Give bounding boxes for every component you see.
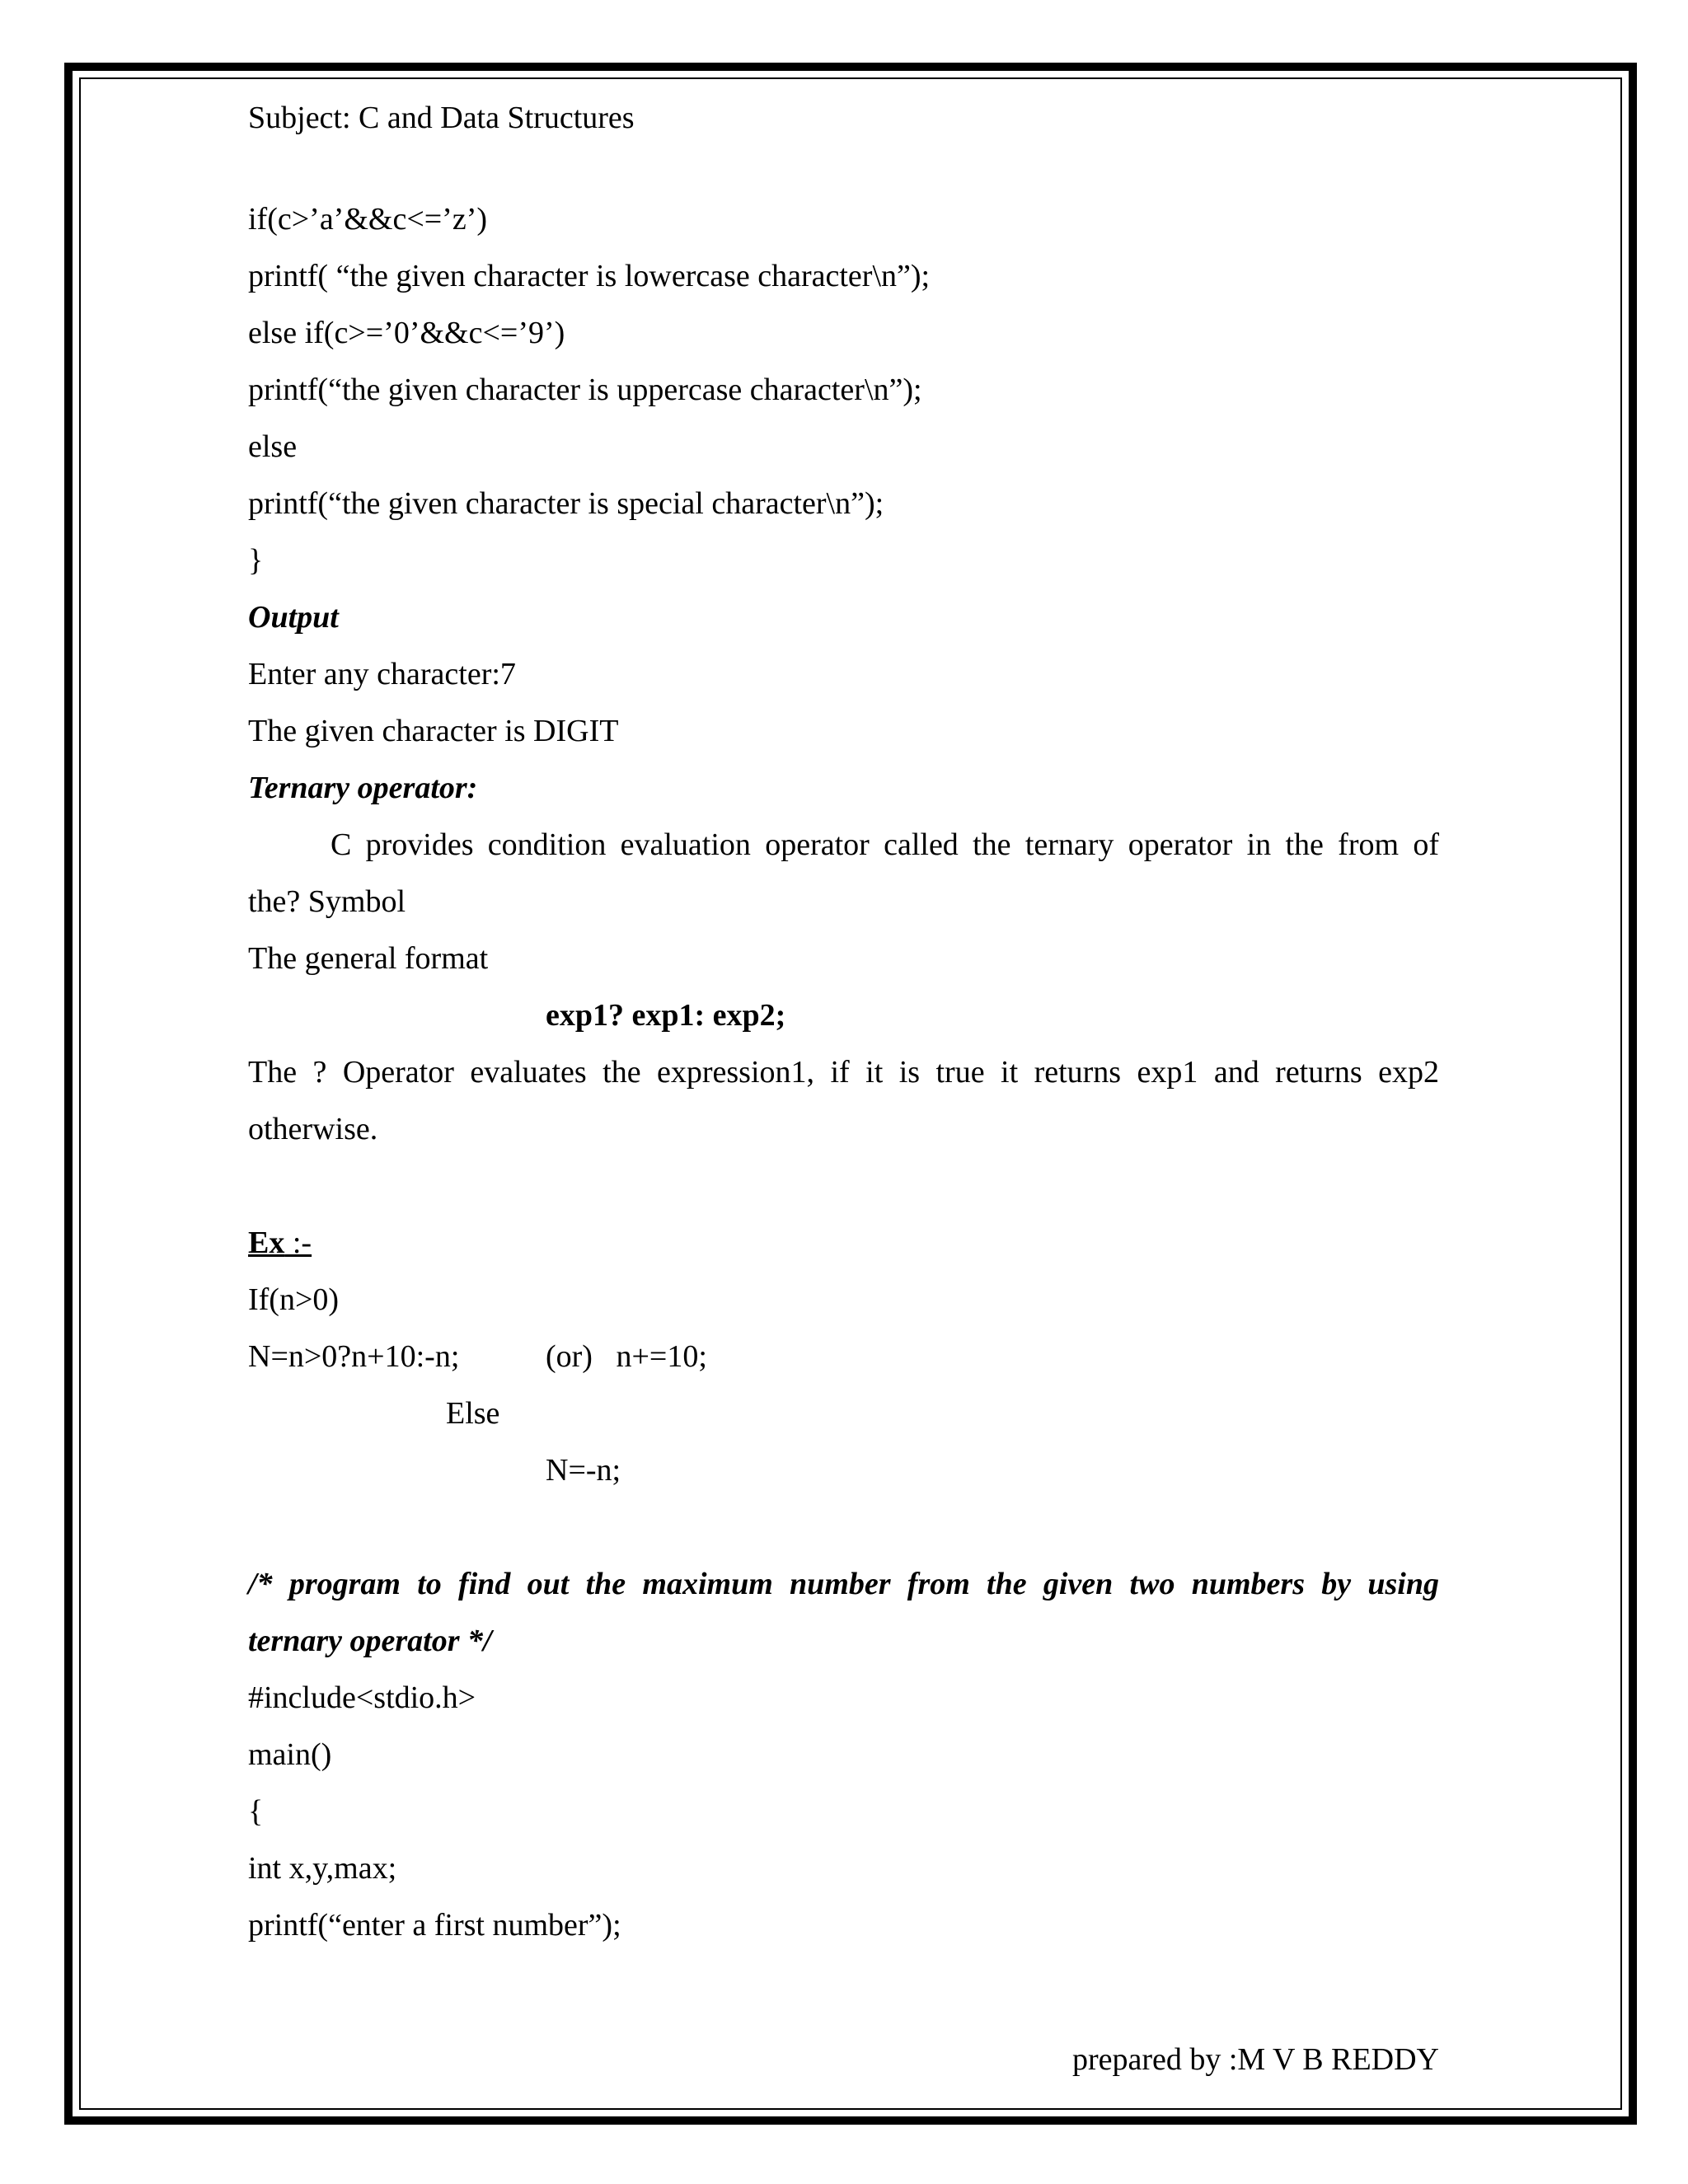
code-line: }	[248, 543, 264, 578]
program-comment-line: /* program to find out the maximum number from the given two numbers by using	[248, 1567, 1439, 1601]
output-line: Enter any character:7	[248, 657, 516, 691]
example-line-alt: (or) n+=10;	[546, 1339, 707, 1374]
ternary-paragraph-line: The ? Operator evaluates the expression1, if it is true it returns exp1 and returns exp2	[248, 1055, 1439, 1090]
output-line: The given character is DIGIT	[248, 714, 619, 748]
code-line: else if(c>=’0’&&c<=’9’)	[248, 316, 565, 350]
ternary-paragraph-line: the? Symbol	[248, 884, 406, 919]
example-line: N=n>0?n+10:-n;	[248, 1339, 460, 1374]
program-line: #include<stdio.h>	[248, 1680, 476, 1715]
program-line: printf(“enter a first number”);	[248, 1908, 621, 1943]
program-comment-line: ternary operator */	[248, 1624, 492, 1658]
code-line: printf(“the given character is uppercase character\n”);	[248, 373, 922, 407]
subject-header: Subject: C and Data Structures	[248, 101, 635, 135]
example-heading	[248, 1224, 312, 1262]
program-line: main()	[248, 1737, 332, 1772]
example-line: If(n>0)	[248, 1282, 340, 1317]
ternary-paragraph-line: otherwise.	[248, 1112, 378, 1146]
code-line: if(c>’a’&&c<=’z’)	[248, 202, 488, 237]
general-format-label: The general format	[248, 941, 489, 976]
output-heading: Output	[248, 600, 339, 635]
example-line: N=-n;	[546, 1453, 621, 1488]
program-line: {	[248, 1794, 264, 1829]
footer-prepared-by: prepared by :M V B REDDY	[1071, 2042, 1439, 2077]
code-line: else	[248, 429, 298, 464]
ternary-paragraph-line: C provides condition evaluation operator called the ternary operator in the from of	[331, 827, 1439, 862]
code-line: printf(“the given character is special character\n”);	[248, 486, 884, 521]
code-line: printf( “the given character is lowercase character\n”);	[248, 259, 931, 293]
ternary-heading: Ternary operator:	[248, 771, 478, 805]
general-format-expression: exp1? exp1: exp2;	[546, 998, 786, 1033]
example-heading-suffix: :-	[284, 1226, 312, 1260]
example-line: Else	[446, 1396, 500, 1431]
example-heading-ex: Ex	[248, 1226, 285, 1260]
program-line: int x,y,max;	[248, 1851, 397, 1886]
